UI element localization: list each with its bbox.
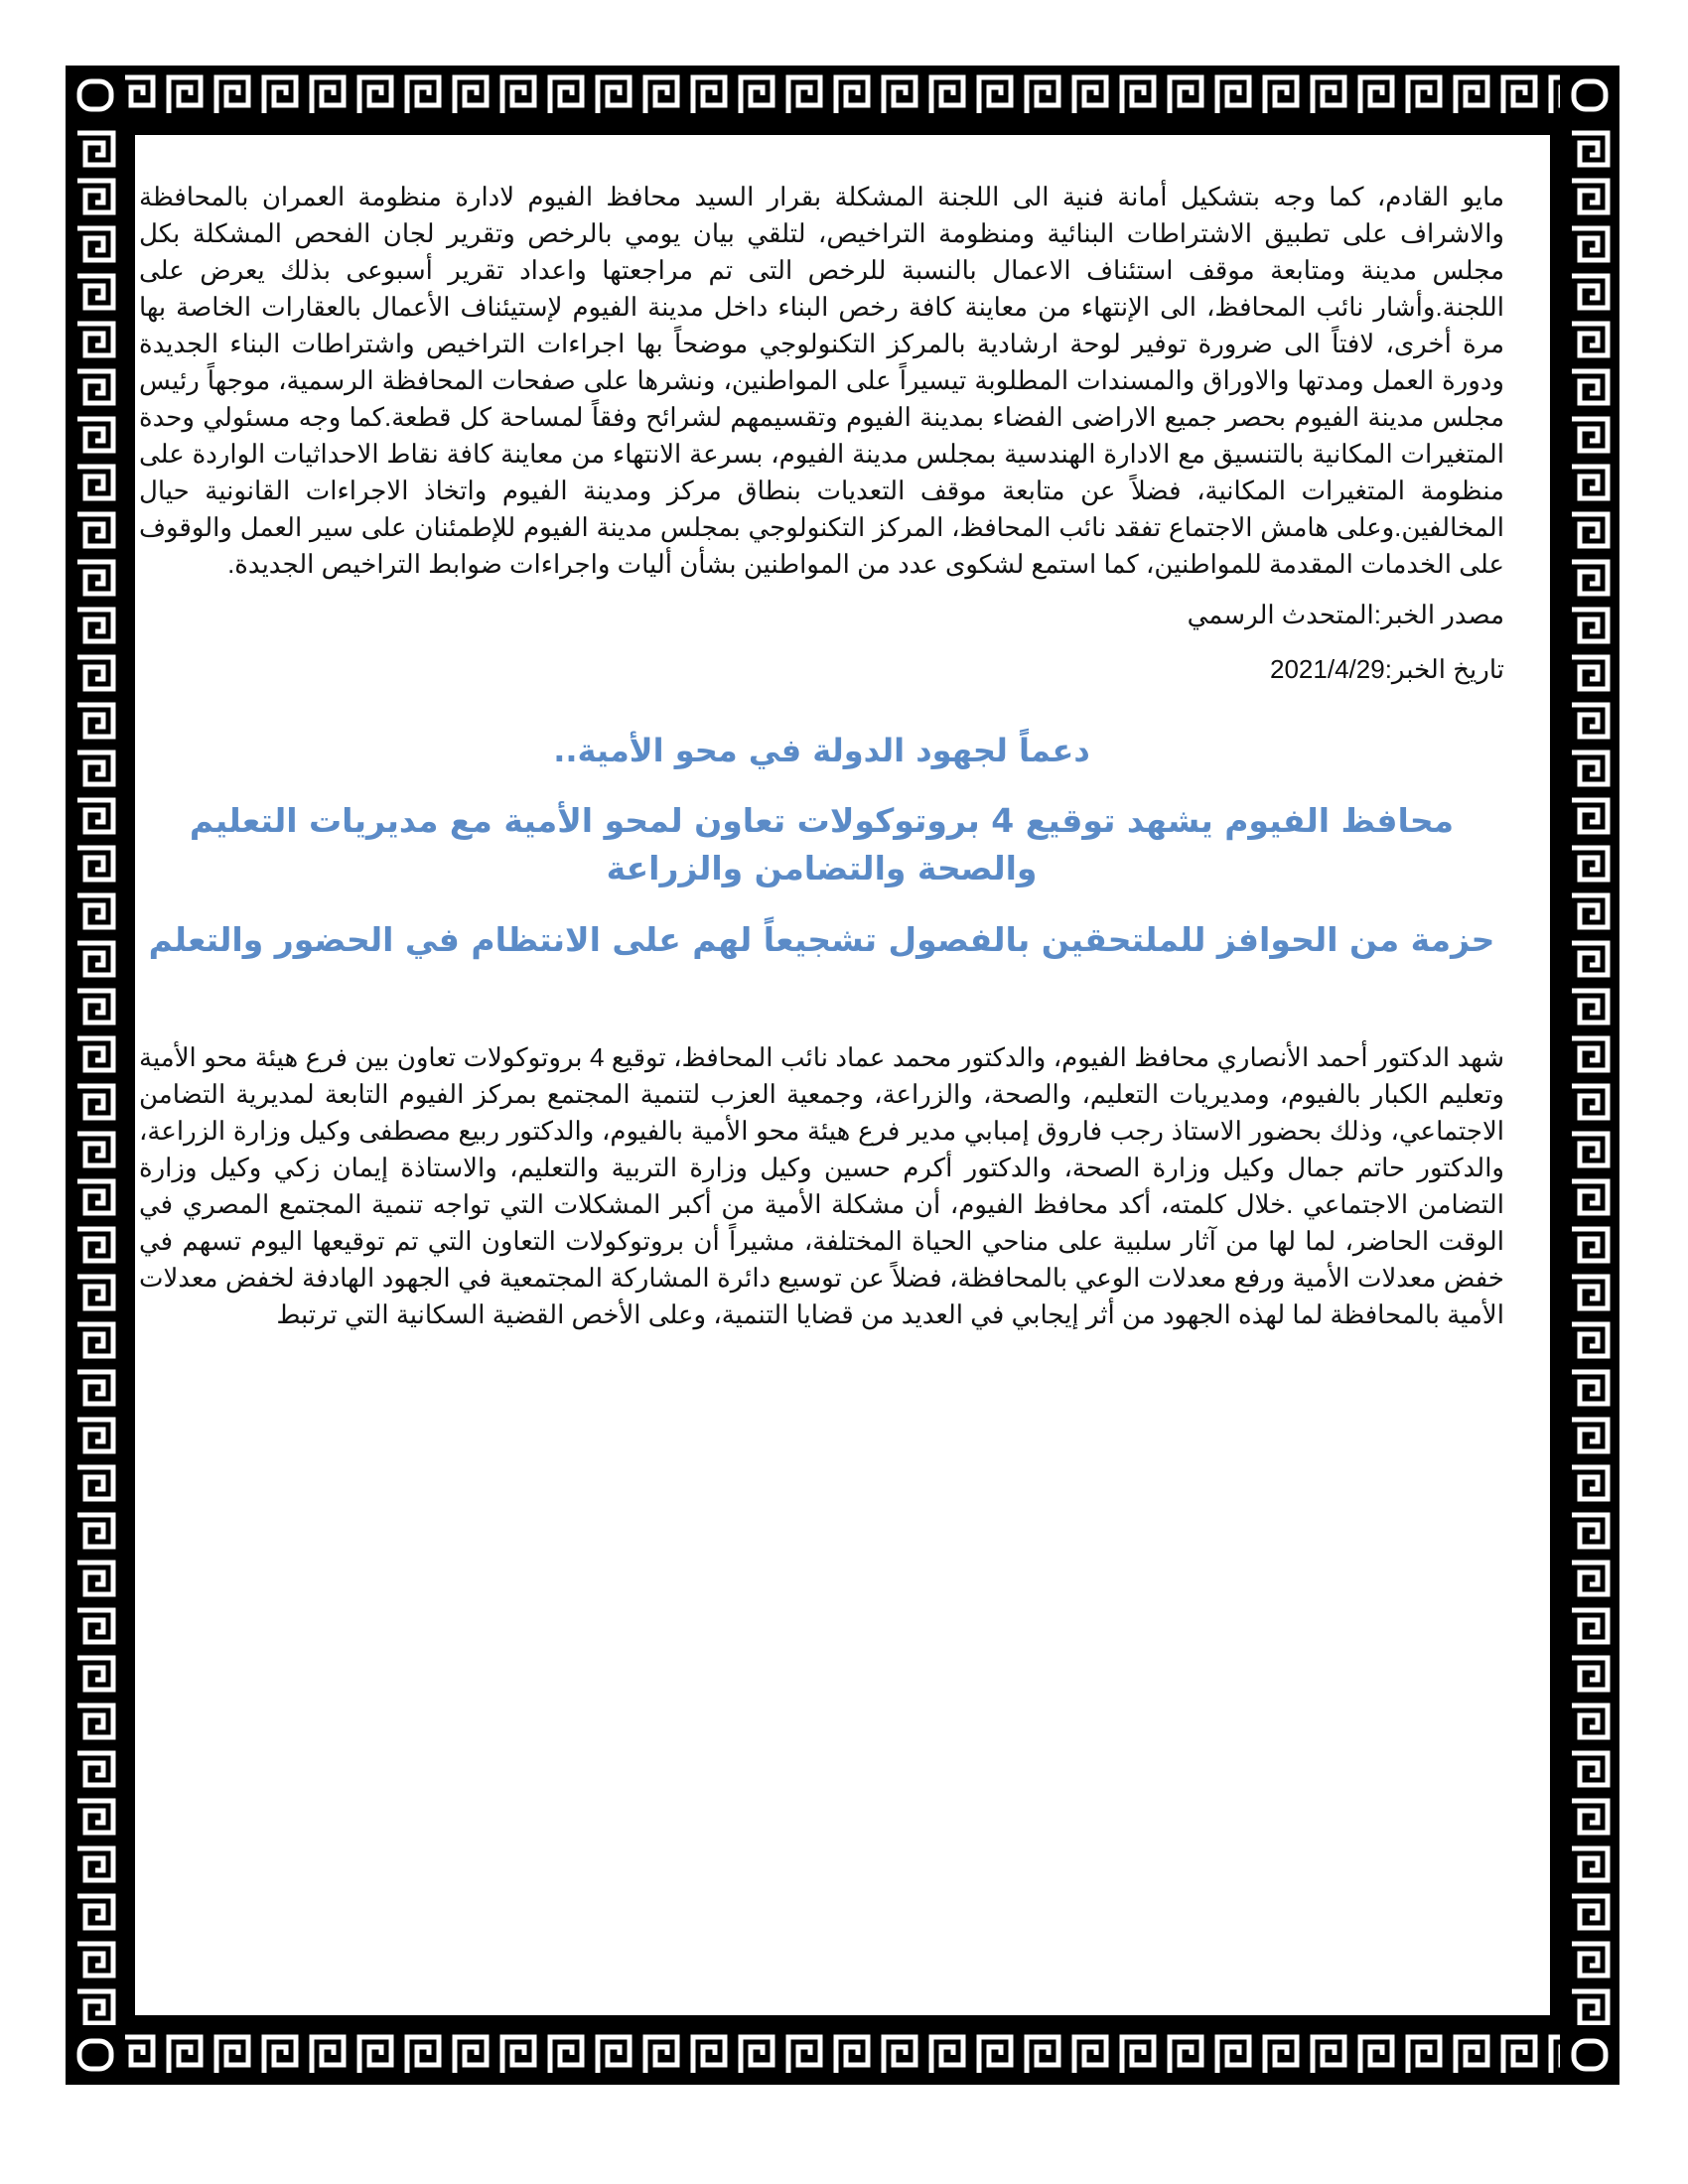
article2-body: شهد الدكتور أحمد الأنصاري محافظ الفيوم، والدكتور محمد عماد نائب المحافظ، توقيع 4 بروتوكولات تعاون بين فرع هيئة محو الأمية وتعليم الكبار بالفيوم، ومديريات التعليم، والصحة، والزراعة، وجمعية العزب لتنمية المجتمع بمركز الفيوم التابعة لمديرية التضامن الاجتماعي، وذلك بحضور الاستاذ رجب فاروق إمبابي مدير فرع هيئة محو الأمية بالفيوم، والدكتور ربيع مصطفى وكيل وزارة الزراعة، والدكتور حاتم جمال وكيل وزارة الصحة، والدكتور أكرم حسين وكيل وزارة التربية والتعليم، والاستاذة إيمان زكي وكيل وزارة التضامن الاجتماعي .خلال كلمته، أكد محافظ الفيوم، أن مشكلة الأمية من أكبر المشكلات التي تواجه تنمية المجتمع المصري في الوقت الحاضر، لما لها من آثار سلبية على مناحي الحياة المختلفة، مشيراً أن بروتوكولات التعاون التي تم توقيعها اليوم تسهم في خفض معدلات الأمية ورفع معدلات الوعي بالمحافظة، فضلاً عن توسيع دائرة المشاركة المجتمعية في الجهود الهادفة لخفض معدلات الأمية بالمحافظة لما لهذه الجهود من أثر إيجابي في العديد من قضايا التنمية، وعلى الأخص القضية السكانية التي ترتبط <box>139 1042 1504 1329</box>
news-date-label: تاريخ الخبر: <box>1384 654 1504 684</box>
border-pattern-right <box>1560 125 1619 2025</box>
border-corner-ornament <box>1560 66 1619 125</box>
border-corner-ornament <box>66 2025 125 2085</box>
border-pattern-left <box>66 125 125 2025</box>
border-corner-ornament <box>1560 2025 1619 2085</box>
news-source-label: مصدر الخبر: <box>1373 600 1504 629</box>
news-source <box>139 597 1504 633</box>
news-date-value: 2021/4/29 <box>1270 654 1385 684</box>
article2-headline-3: حزمة من الحوافز للملتحقين بالفصول تشجيعاً لهم على الانتظام في الحضور والتعلم <box>148 920 1495 959</box>
news-source-value: المتحدث الرسمي <box>1187 600 1374 629</box>
article2-headline-1: دعماً لجهود الدولة في محو الأمية.. <box>553 732 1090 769</box>
article2-headline-2: محافظ الفيوم يشهد توقيع 4 بروتوكولات تعاون لمحو الأمية مع مديريات التعليم والصحة والتضامن والزراعة <box>189 801 1455 887</box>
border-corner-ornament <box>66 66 125 125</box>
article1-body: مايو القادم، كما وجه بتشكيل أمانة فنية الى اللجنة المشكلة بقرار السيد محافظ الفيوم لادارة منظومة العمران بالمحافظة والاشراف على تطبيق الاشتراطات البنائية ومنظومة التراخيص، لتلقي بيان يومي بالرخص وتقرير لجان الفحص المشكلة بكل مجلس مدينة ومتابعة موقف استئناف الاعمال بالنسبة للرخص التى تم مراجعتها واعداد تقرير أسبوعى بذلك يعرض على اللجنة.وأشار نائب المحافظ، الى الإنتهاء من معاينة كافة رخص البناء داخل مدينة الفيوم لإستيئناف الأعمال بالعقارات الخاصة بها مرة أخرى، لافتاً الى ضرورة توفير لوحة ارشادية بالمركز التكنولوجي موضحاً بها اجراءات التراخيص واشتراطات البناء الجديدة ودورة العمل ومدتها والاوراق والمسندات المطلوبة تيسيراً على المواطنين، ونشرها على صفحات المحافظة الرسمية، موجهاً رئيس مجلس مدينة الفيوم بحصر جميع الاراضى الفضاء بمدينة الفيوم وتقسيمهم لشرائح وفقاً لمساحة كل قطعة.كما وجه مسئولي وحدة المتغيرات المكانية بالتنسيق مع الادارة الهندسية بمجلس مدينة الفيوم، بسرعة الانتهاء من معاينة كافة نقاط الاحداثيات الواردة على منظومة المتغيرات المكانية، فضلاً عن متابعة موقف التعديات بنطاق مركز ومدينة الفيوم واتخاذ الاجراءات القانونية حيال المخالفين.وعلى هامش الاجتماع تفقد نائب المحافظ، المركز التكنولوجي بمجلس مدينة الفيوم للإطمئنان على سير العمل والوقوف على الخدمات المقدمة للمواطنين، كما استمع لشكوى عدد من المواطنين بشأن أليات واجراءات ضوابط التراخيص الجديدة. <box>139 182 1504 579</box>
document-content <box>139 179 1504 1333</box>
border-pattern-bottom <box>66 2025 1619 2085</box>
border-pattern-top <box>66 66 1619 125</box>
news-date <box>139 651 1504 688</box>
